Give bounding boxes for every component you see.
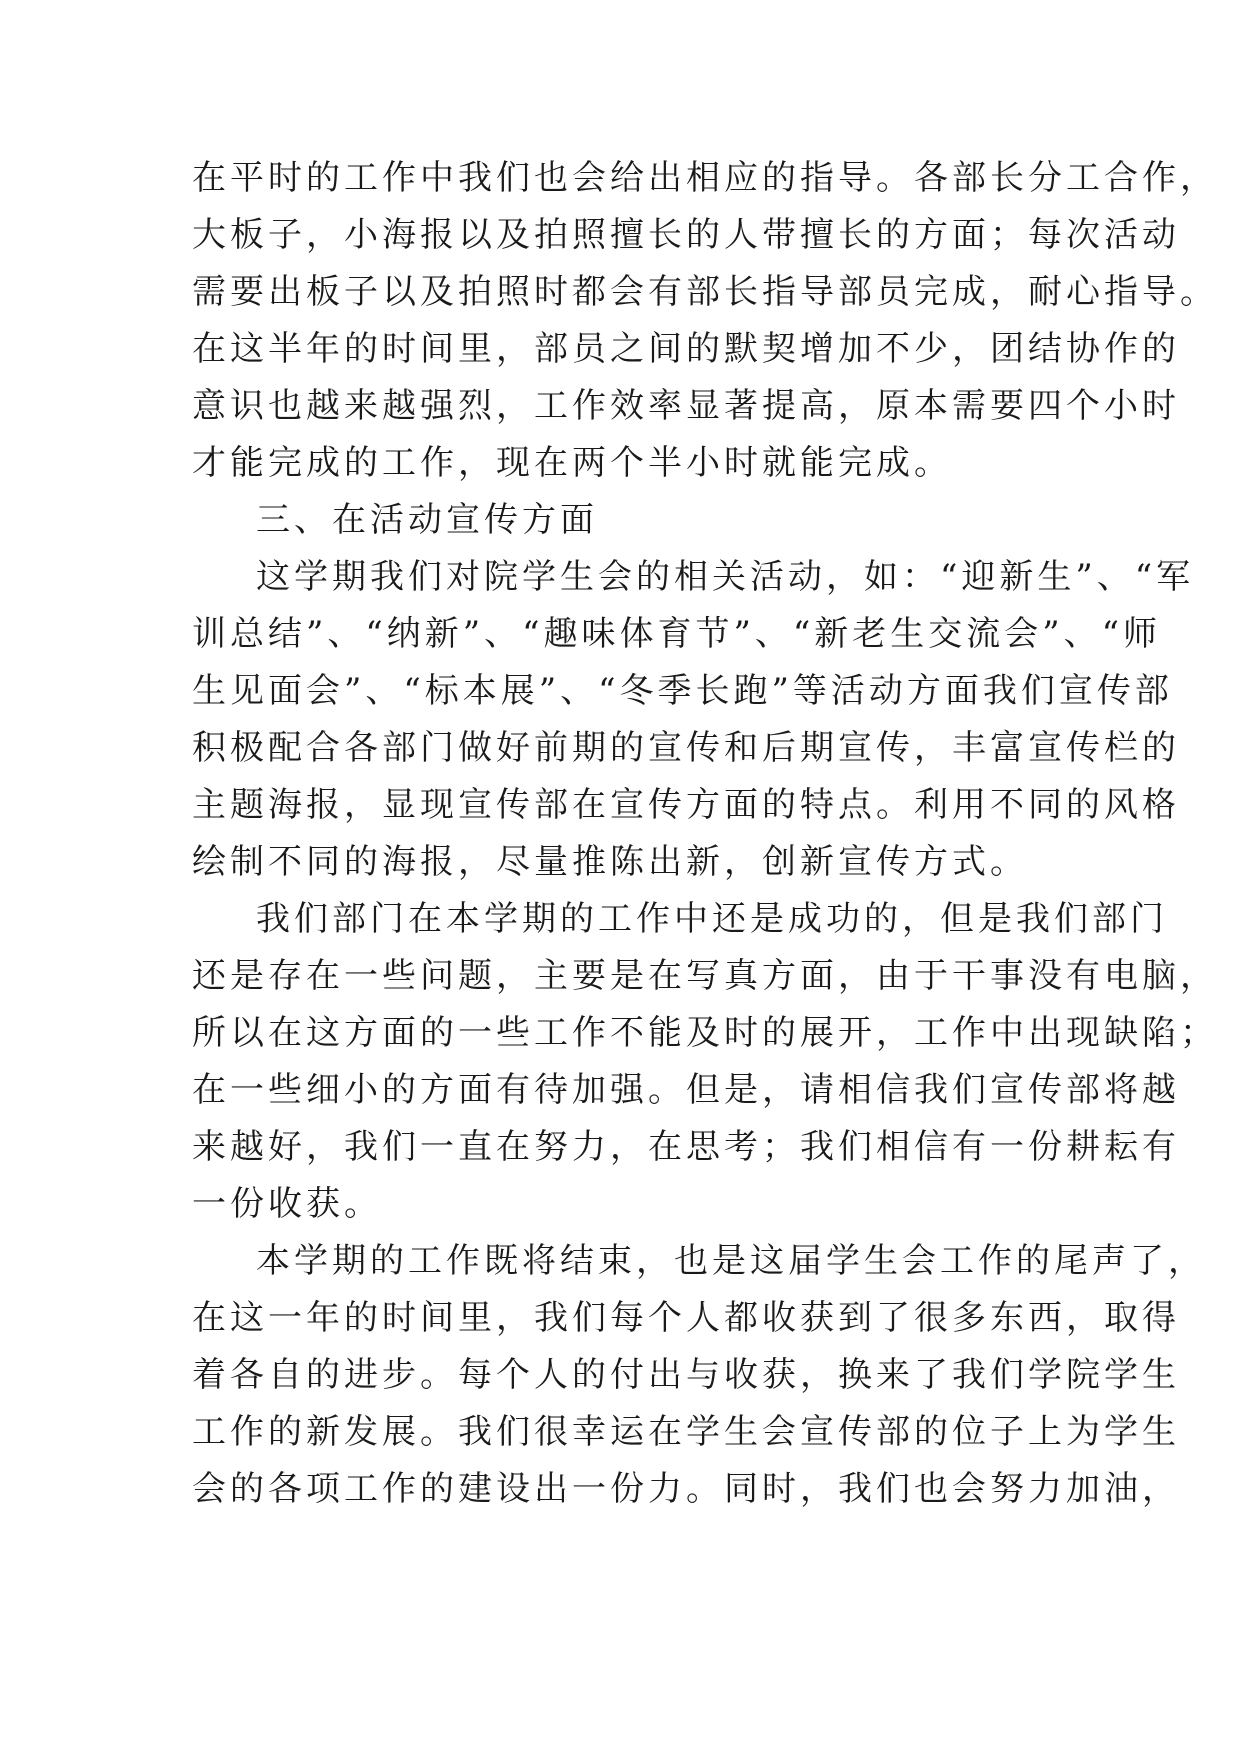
- text-line: 在平时的工作中我们也会给出相应的指导。各部长分工合作，: [192, 158, 1218, 198]
- text-line: 主题海报，显现宣传部在宣传方面的特点。利用不同的风格: [192, 785, 1180, 825]
- text-line: 着各自的进步。每个人的付出与收获，换来了我们学院学生: [192, 1355, 1180, 1395]
- text-line: 积极配合各部门做好前期的宣传和后期宣传，丰富宣传栏的: [192, 728, 1180, 768]
- text-line: 这学期我们对院学生会的相关活动，如：“迎新生”、“军: [256, 557, 1195, 597]
- text-line: 会的各项工作的建设出一份力。同时，我们也会努力加油，: [192, 1469, 1180, 1509]
- text-line: 大板子，小海报以及拍照擅长的人带擅长的方面；每次活动: [192, 215, 1180, 255]
- text-line: 本学期的工作既将结束，也是这届学生会工作的尾声了，: [256, 1241, 1206, 1281]
- text-line: 绘制不同的海报，尽量推陈出新，创新宣传方式。: [192, 842, 1028, 882]
- text-line: 在一些细小的方面有待加强。但是，请相信我们宣传部将越: [192, 1070, 1180, 1110]
- text-line: 工作的新发展。我们很幸运在学生会宣传部的位子上为学生: [192, 1412, 1180, 1452]
- text-line: 需要出板子以及拍照时都会有部长指导部员完成，耐心指导。: [192, 272, 1218, 312]
- text-line: 才能完成的工作，现在两个半小时就能完成。: [192, 443, 952, 483]
- section-heading: 三、在活动宣传方面: [256, 500, 598, 540]
- text-line: 还是存在一些问题，主要是在写真方面，由于干事没有电脑，: [192, 956, 1218, 996]
- text-line: 意识也越来越强烈，工作效率显著提高，原本需要四个小时: [192, 386, 1180, 426]
- text-line: 所以在这方面的一些工作不能及时的展开，工作中出现缺陷；: [192, 1013, 1218, 1053]
- text-line: 我们部门在本学期的工作中还是成功的，但是我们部门: [256, 899, 1168, 939]
- text-line: 在这一年的时间里，我们每个人都收获到了很多东西，取得: [192, 1298, 1180, 1338]
- text-line: 生见面会”、“标本展”、“冬季长跑”等活动方面我们宣传部: [192, 671, 1173, 711]
- text-line: 来越好，我们一直在努力，在思考；我们相信有一份耕耘有: [192, 1127, 1180, 1167]
- text-line: 一份收获。: [192, 1184, 382, 1224]
- text-line: 训总结”、“纳新”、“趣味体育节”、“新老生交流会”、“师: [192, 614, 1162, 654]
- text-line: 在这半年的时间里，部员之间的默契增加不少，团结协作的: [192, 329, 1180, 369]
